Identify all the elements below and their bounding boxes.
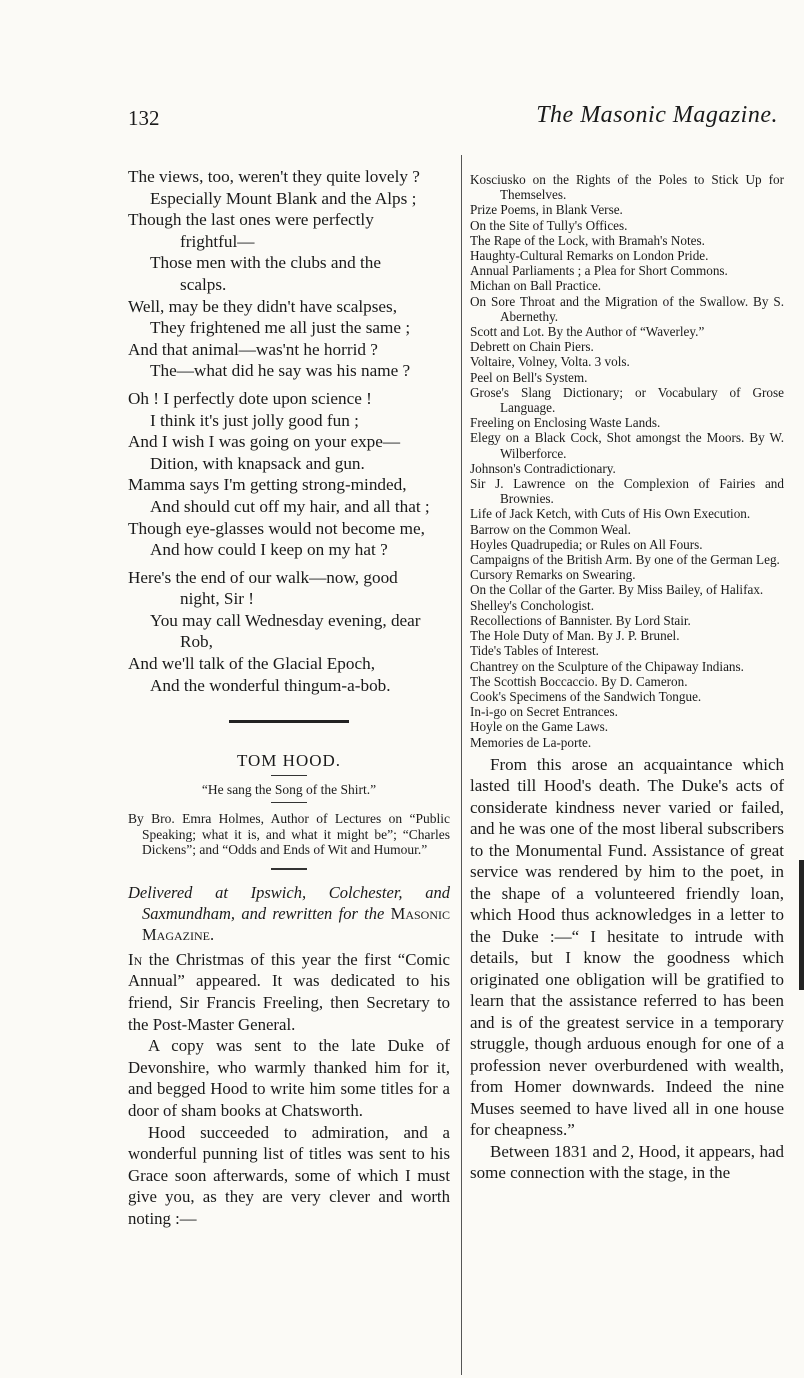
list-item: Grose's Slang Dictionary; or Vocabulary of Grose Language. — [470, 384, 784, 416]
poem-line: The—what did he say was his name ? — [150, 361, 411, 381]
poem-line: And how could I keep on my hat ? — [150, 540, 388, 560]
list-item: Haughty-Cultural Remarks on London Pride. — [470, 248, 709, 264]
poem-line: Oh ! I perfectly dote upon science ! — [128, 388, 372, 408]
list-item: Voltaire, Volney, Volta. 3 vols. — [470, 354, 630, 370]
list-item: Kosciusko on the Rights of the Poles to Stick Up for Themselves. — [470, 172, 784, 203]
list-item: Barrow on the Common Weal. — [470, 521, 631, 537]
poem-line: I think it's just jolly good fun ; — [150, 410, 359, 430]
poem-line: Mamma says I'm getting strong-minded, — [128, 475, 407, 495]
list-item: Elegy on a Black Cock, Shot amongst the Moors. By W. Wilberforce. — [470, 430, 784, 461]
poem-line: scalps. — [180, 274, 227, 294]
poem-line: Rob, — [180, 632, 213, 652]
drop-word: In — [128, 949, 143, 969]
paragraph: A copy was sent to the late Duke of Devonshire, who warmly thanked him for it, and begged Hood to write him some titles for a door of sham books at Chatsworth. — [128, 1036, 450, 1120]
list-item: Tide's Tables of Interest. — [470, 643, 599, 659]
article-byline: By Bro. Emra Holmes, Author of Lectures on “Public Speaking; what it is, and what it might be”; “Charles Dickens”; and “Odds and Ends of Wit and Humour.” — [128, 811, 450, 858]
list-item: In-i-go on Secret Entrances. — [470, 704, 618, 720]
page-header — [128, 100, 778, 140]
poem-line: And the wonderful thingum-a-bob. — [150, 675, 391, 695]
poem-line: Well, may be they didn't have scalpses, — [128, 296, 397, 316]
poem-line: The views, too, weren't they quite lovely ? — [128, 167, 420, 186]
list-item: Peel on Bell's System. — [470, 369, 588, 385]
paragraph: From this arose an acquaintance which lasted till Hood's death. The Duke's acts of considerate kindness never varied or failed, and he was one of the most liberal subscribers to the Monumental Fund. Assistance of great service was rendered by him to the poet, in the shape of a volunteered friendly loan, which Hood thus acknowledges in a letter to the Duke :—“ I hesitate to intrude with details, but I know the goodness which originated one obligation will be gratified to learn that the assistance referred to has been and is of the greatest service in a temporary struggle, though arduous enough for one of a profession never overburdened with wealth, from Homer downwards. Indeed the nine Muses seemed to have lived all in one house for cheapness.” — [470, 754, 784, 1140]
list-item: Cursory Remarks on Swearing. — [470, 567, 636, 583]
paragraph: Hood succeeded to admiration, and a wonderful punning list of titles was sent to his Grace soon afterwards, some of which I must give you, as they are very clever and worth noting :— — [128, 1122, 450, 1228]
list-item: The Scottish Boccaccio. By D. Cameron. — [470, 673, 688, 689]
poem-line: And I wish I was going on your expe— — [128, 432, 401, 452]
column-divider — [461, 155, 462, 1375]
list-item: The Rape of the Lock, with Bramah's Notes. — [470, 232, 705, 248]
list-item: Michan on Ball Practice. — [470, 278, 602, 294]
list-item: Shelley's Conchologist. — [470, 597, 594, 613]
section-divider — [229, 720, 349, 723]
list-item: Scott and Lot. By the Author of “Waverley.” — [470, 324, 705, 340]
delivery-note-text: Delivered at Ipswich, Colchester, and Saxmundham, and rewritten for the — [128, 882, 450, 923]
list-item: On the Collar of the Garter. By Miss Bailey, of Halifax. — [470, 582, 764, 598]
list-item: Johnson's Contradictionary. — [470, 460, 616, 476]
poem-line: night, Sir ! — [180, 589, 255, 609]
poem-stanza-3 — [128, 567, 450, 697]
right-column — [470, 172, 784, 1184]
list-item: Prize Poems, in Blank Verse. — [470, 202, 623, 218]
poem-line: Those men with the clubs and the — [150, 253, 382, 273]
list-item: Life of Jack Ketch, with Cuts of His Own Execution. — [470, 506, 751, 522]
left-column — [128, 166, 450, 1229]
paragraph-text: the Christmas of this year the first “Comic Annual” appeared. It was dedicated to his friend, Sir Francis Freeling, then Secretary to the Post-Master General. — [128, 949, 450, 1034]
poem-stanza-2 — [128, 388, 450, 561]
poem-line: And should cut off my hair, and all that ; — [150, 496, 430, 516]
epigraph-rule — [271, 802, 307, 803]
poem-line: Here's the end of our walk—now, good — [128, 567, 398, 587]
list-item: Annual Parliaments ; a Plea for Short Commons. — [470, 263, 728, 279]
poem-line: Dition, with knapsack and gun. — [150, 453, 365, 473]
list-item: On the Site of Tully's Offices. — [470, 217, 628, 233]
list-item: Chantrey on the Sculpture of the Chipaway Indians. — [470, 658, 744, 674]
list-item: Memories de La-porte. — [470, 734, 592, 750]
delivery-note-magazine: Masonic Magazine. — [142, 903, 451, 944]
poem-stanza-1 — [128, 166, 450, 382]
poem-line: frightful— — [180, 231, 255, 251]
article-title: TOM HOOD. — [236, 751, 342, 771]
poem-line: You may call Wednesday evening, dear — [150, 610, 421, 630]
paragraph: Between 1831 and 2, Hood, it appears, had some connection with the stage, in the — [470, 1141, 784, 1183]
title-rule — [271, 775, 307, 776]
paragraph — [128, 949, 450, 1035]
list-item: Sir J. Lawrence on the Complexion of Fairies and Brownies. — [470, 476, 784, 507]
list-item: Freeling on Enclosing Waste Lands. — [470, 415, 661, 431]
page-number: 132 — [128, 106, 160, 130]
list-item: Cook's Specimens of the Sandwich Tongue. — [470, 688, 702, 704]
poem-line: Though eye-glasses would not become me, — [128, 518, 425, 538]
poem-line: Though the last ones were perfectly — [128, 210, 374, 230]
delivery-note — [128, 882, 450, 945]
list-item: The Hole Duty of Man. By J. P. Brunel. — [470, 628, 680, 644]
magazine-title: The Masonic Magazine. — [536, 102, 778, 128]
list-item: Recollections of Bannister. By Lord Stair. — [470, 612, 691, 628]
byline-rule — [271, 868, 307, 870]
poem-line: Especially Mount Blank and the Alps ; — [150, 188, 417, 208]
poem-line: And we'll talk of the Glacial Epoch, — [128, 654, 375, 674]
poem-line: They frightened me all just the same ; — [150, 318, 411, 338]
poem-line: And that animal—was'nt he horrid ? — [128, 339, 378, 359]
article-epigraph: “He sang the Song of the Shirt.” — [201, 782, 377, 798]
page-edge-mark — [799, 860, 804, 990]
list-item: Hoyles Quadrupedia; or Rules on All Fours. — [470, 536, 703, 552]
list-item: Debrett on Chain Piers. — [470, 339, 594, 355]
list-item: Hoyle on the Game Laws. — [470, 719, 609, 735]
sham-book-titles — [470, 172, 784, 750]
list-item: On Sore Throat and the Migration of the Swallow. By S. Abernethy. — [470, 293, 784, 324]
list-item: Campaigns of the British Arm. By one of the German Leg. — [470, 552, 780, 568]
